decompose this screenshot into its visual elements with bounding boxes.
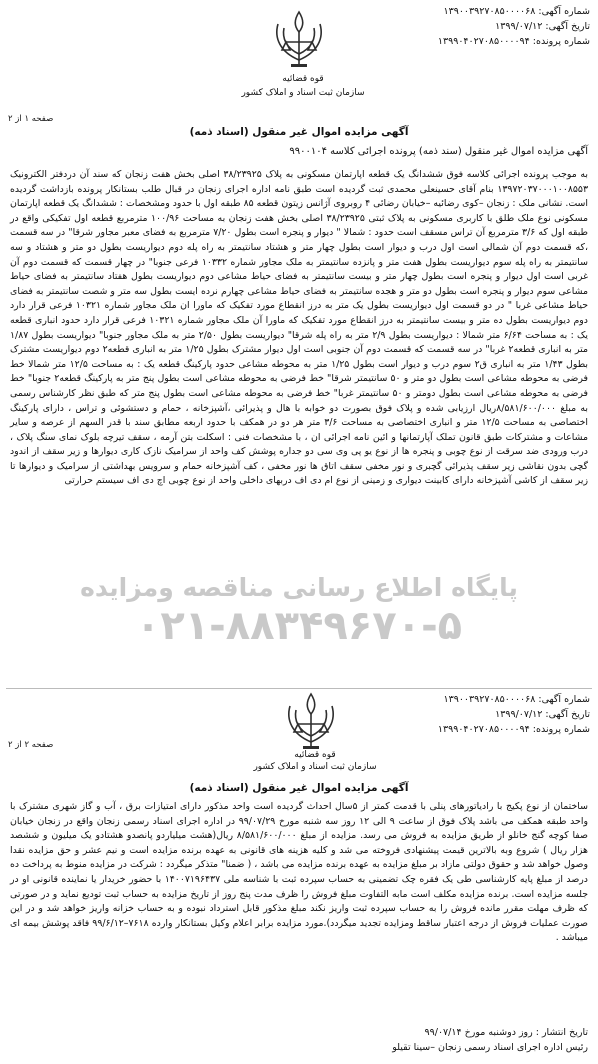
notice-body-1: به موجب پرونده اجرائی کلاسه فوق ششدانگ یک قطعه اپارتمان مسکونی به پلاک ۳۸/۲۳۹۲۵ اصلی بخش هفت زنجان که سند آن دردفتر الکترونیک ۱۳۹۷۲۰۳۷۰۰۰۱۰۰۸۵۵۳ بنام آقای حسینعلی محمدی ثبت گردیده است طبق نامه اداره اجرای زنجان در قبال طلب بستانکار پرونده بازداشت گردیده است. نشانی ملک : زنجان –کوی رضائیه –خیابان رضائی ۴ روبروی آژانس زیتون قطعه ۸۵ طبقه اول با حدود ومشخصات : ششدانگ یک قطعه اپارتمان مسکونی نوع ملک طلق با کاربری مسکونی به پلاک ثبتی ۳۸/۲۳۹۲۵ اصلی بخش هفت زنجان به مساحت ۱۰۰/۹۶ مترمربع قطعه اول تفکیکی واقع در طبقه اول که ۳/۶ مترمربع آن تراس مسقف است حدود : شمالا " دیوار و پنجره است بطول ۷/۲۰ مترمربع به فضای معبر مجاور شرقا" در سه قسمت ،که قسمت دوم آن شمالی است اول درب و دیوار است بطول چهار متر و هشتاد سانتیمتر به راه پله دوم دیواریست بطول دو متر و هشتاد و سه سانتیمتر به راه پله سوم دیواریست بطول هفت متر و پانزده سانتیمتر به ملک مجاور شماره ۱۰۳۳۲ فرعی جنوبا" در چهار قسمت که قسمت دوم آن غربی است اول دیوار و پنجره است بطول چهار متر و بیست سانتیمتر به فضای حیاط مشاعی دوم دیواریست بطول هفتاد سانتیمتر به فضای حیاط مشاعی سوم دیوار و پنجره است بطول دو متر و هجده سانتیمتر به فضای حیاط مشاعی چهارم نرده ایست بطول سه متر و شصت سانتیمتر به فضای حیاط مشاعی غربا " در دو قسمت اول دیواریست بطول یک متر به درز انقطاع مورد تفکیک که ماورا ان ملک مجاور شماره ۱۰۳۲۱ فرعی قرار دارد دوم دیواریست بطول ده متر و بیست سانتیمتر به درز انقطاع مورد تفکیک که ماورا آن ملک مجاور شماره ۱۰۳۲۱ فرعی قرار دارد حدود انباری قطعه یک : به مساحت ۶/۶۴ متر شمالا : دیواریست بطول ۲/۹ متر به راه پله شرقا" دیواریست بطول ۲/۵۰ متر به ملک مجاور جنوبا" دیواریست بطول ۱/۸۷ متر به انباری قطعه۲ غربا" در سه قسمت که قسمت دوم آن جنوبی است اول دیوار مشترک بطول ۱/۲۵ متر به انباری قطعه۲ دوم دیواریست مشترک بطول ۱/۴۳ متر به انباری ق۲ سوم درب و دیوار است بطول ۱/۲۵ متر به محوطه مشاعی حدود پارکینگ قطعه یک : به مساحت ۱۲/۵ متر شمالا خط فرضی به محوطه مشاعی است بطول دو متر و ۵۰ سانتیمتر شرقا" خط فرضی به محوطه مشاعی است بطول پنج متر به پارکینگ قطعه۲ جنوبا" خط فرضی به محوطه مشاعی است بطول دومتر و ۵۰ سانتیمتر غربا" خط فرضی به محوطه مشاعی است بطول پنج متر که طبق نظر کارشناس رسمی به مبلغ ۸/۵۸۱/۶۰۰/۰۰۰ریال ارزیابی شده و پلاک فوق بصورت دو خوابه با هال و پذیرائی ،آشپزخانه ، حمام و دستشوئی و تراس ، دارای پارکینگ اختصاصی به مساحت ۱۲/۵ متر و انباری اختصاصی به مساحت ۳/۶ متر هر دو در همکف با حدود اربعه مطابق سند با قدر السهم از عرصه و سایر مشاعات و مشترکات طبق قانون تملک آپارتمانها و ائین نامه اجرائی ان ، با مشخصات فنی : اسکلت بتن آرمه ، سقف تیرچه بلوک نمای سنگ پلاک ، درب ورودی ضد سرقت از نوع چوبی و پنجره ها از نوع یو پی وی سی دو جداره پوشش کف واحد از سرامیک نازک کاری دیوارها و زیر سقف از اندود گچی بدون نقاشی زیر سقف پذیرائی گچبری و نور مخفی سقف اتاق ها نور مخفی ، کف آشپزخانه حمام و سرویس بهداشتی از سرامیک و دیوارها تا زیر سقف از کاشی آشپزخانه دارای کابینت دیواری و زمینی از نوع ام دی اف دربهای داخلی واحد از نوع چوبی اچ دی اف سیستم حرارتی (10, 169, 588, 487)
notice-meta (438, 4, 590, 49)
notice-subtitle: آگهی مزایده اموال غیر منقول (سند ذمه) پرونده اجرائی کلاسه ۹۹۰۰۱۰۴ (289, 146, 588, 157)
page-number: صفحه ۲ از ۲ (8, 740, 54, 750)
judiciary-emblem-icon (276, 690, 346, 752)
org-caption-judiciary: قوه قضائیه (282, 74, 324, 84)
org-caption-registry: سازمان ثبت اسناد و املاک کشور (253, 762, 377, 772)
notice-page-2 (0, 688, 598, 1064)
signature-block (392, 1025, 588, 1055)
signatory: رئیس اداره اجرای اسناد رسمی زنجان –سینا تقیلو (392, 1042, 588, 1053)
notice-body-2: ساختمان از نوع پکیج با رادیاتورهای پنلی با قدمت کمتر از ۵سال احداث گردیده است واحد مذکور دارای امتیازات برق ، آب و گاز شهری مشترک با واحد طبقه همکف می باشد پلاک فوق از ساعت ۹ الی ۱۲ روز سه شنبه مورخ ۹۹/۰۷/۲۹ در اداره اجرای اسناد رسمی زنجان واقع در زنجان خیابان صفا کوچه گنج خانلو از طریق مزایده به فروش می رسد. مزایده از مبلغ ۸/۵۸۱/۶۰۰/۰۰۰ ریال(هشت میلیاردو پانصدو هشتادو یک میلیون و ششصد هزار ریال ) شروع وبه بالاترین قیمت پیشنهادی فروخته می شد و کلیه هزینه های قانونی به عهده برنده مزایده است و نیم عشر و حق مزایده نقدا وصول خواهد شد و حقوق دولتی مازاد بر مبلغ مزایده به عهده برنده مزایده می باشد ، ( ضمنا" متذکر میگردد : شرکت در مزایده منوط به پرداخت ده درصد از مبلغ پایه کارشناسی طی یک فقره چک تضمینی به حساب سپرده ثبت با شناسه ملی ۱۴۰۰۷۱۹۶۴۳۷ با حضور خریدار یا نماینده قانونی او در جلسه مزایده است. برنده مزایده مکلف است مابه التفاوت مبلغ فروش را ظرف مدت پنج روز از تاریخ مزایده به حساب ثبت تودیع نماید و در صورتی که ظرف مهلت مقرر مانده فروش را به حساب سپرده ثبت واریز نکند مبلغ مذکور قابل استرداد نبوده و به حساب خزانه واریز خواهد شد و در این صورت عملیات فروش از درجه اعتبار ساقط ومزایده تجدید میگردد).مورد مزایده برابر اعلام وکیل بستانکار وارده ۷۶۱۸–۹۹/۶/۱۲ فاقد پوشش بیمه ای میباشد . (10, 801, 589, 944)
case-number: شماره پرونده: ۱۳۹۹۰۴۰۲۷۰۸۵۰۰۰۰۹۴ (437, 724, 590, 735)
org-caption-registry: سازمان ثبت اسناد و املاک کشور (241, 88, 365, 98)
notice-date: تاریخ آگهی: ۱۳۹۹/۰۷/۱۲ (495, 709, 590, 720)
notice-date: تاریخ آگهی: ۱۳۹۹/۰۷/۱۲ (495, 21, 590, 32)
notice-meta (438, 692, 590, 737)
judiciary-emblem-icon (264, 8, 334, 70)
page-number: صفحه ۱ از ۲ (8, 114, 54, 124)
org-caption-judiciary: قوه قضائیه (294, 750, 336, 760)
case-number: شماره پرونده: ۱۳۹۹۰۴۰۲۷۰۸۵۰۰۰۰۹۴ (437, 36, 590, 47)
watermark-phone: ۰۲۱-۸۸۳۴۹۶۷۰-۵ (135, 603, 463, 649)
notice-number: شماره آگهی: ۱۳۹۰۰۳۹۲۷۰۸۵۰۰۰۰۶۸ (443, 694, 590, 705)
notice-title: آگهی مزایده اموال غیر منقول (اسناد ذمه) (189, 782, 409, 794)
notice-title: آگهی مزایده اموال غیر منقول (اسناد ذمه) (189, 126, 409, 138)
publish-date: تاریخ انتشار : روز دوشنبه مورخ ۹۹/۰۷/۱۴ (424, 1027, 588, 1038)
notice-number: شماره آگهی: ۱۳۹۰۰۳۹۲۷۰۸۵۰۰۰۰۶۸ (443, 6, 590, 17)
watermark-site-name: پایگاه اطلاع رسانی مناقصه ومزایده (80, 573, 518, 602)
